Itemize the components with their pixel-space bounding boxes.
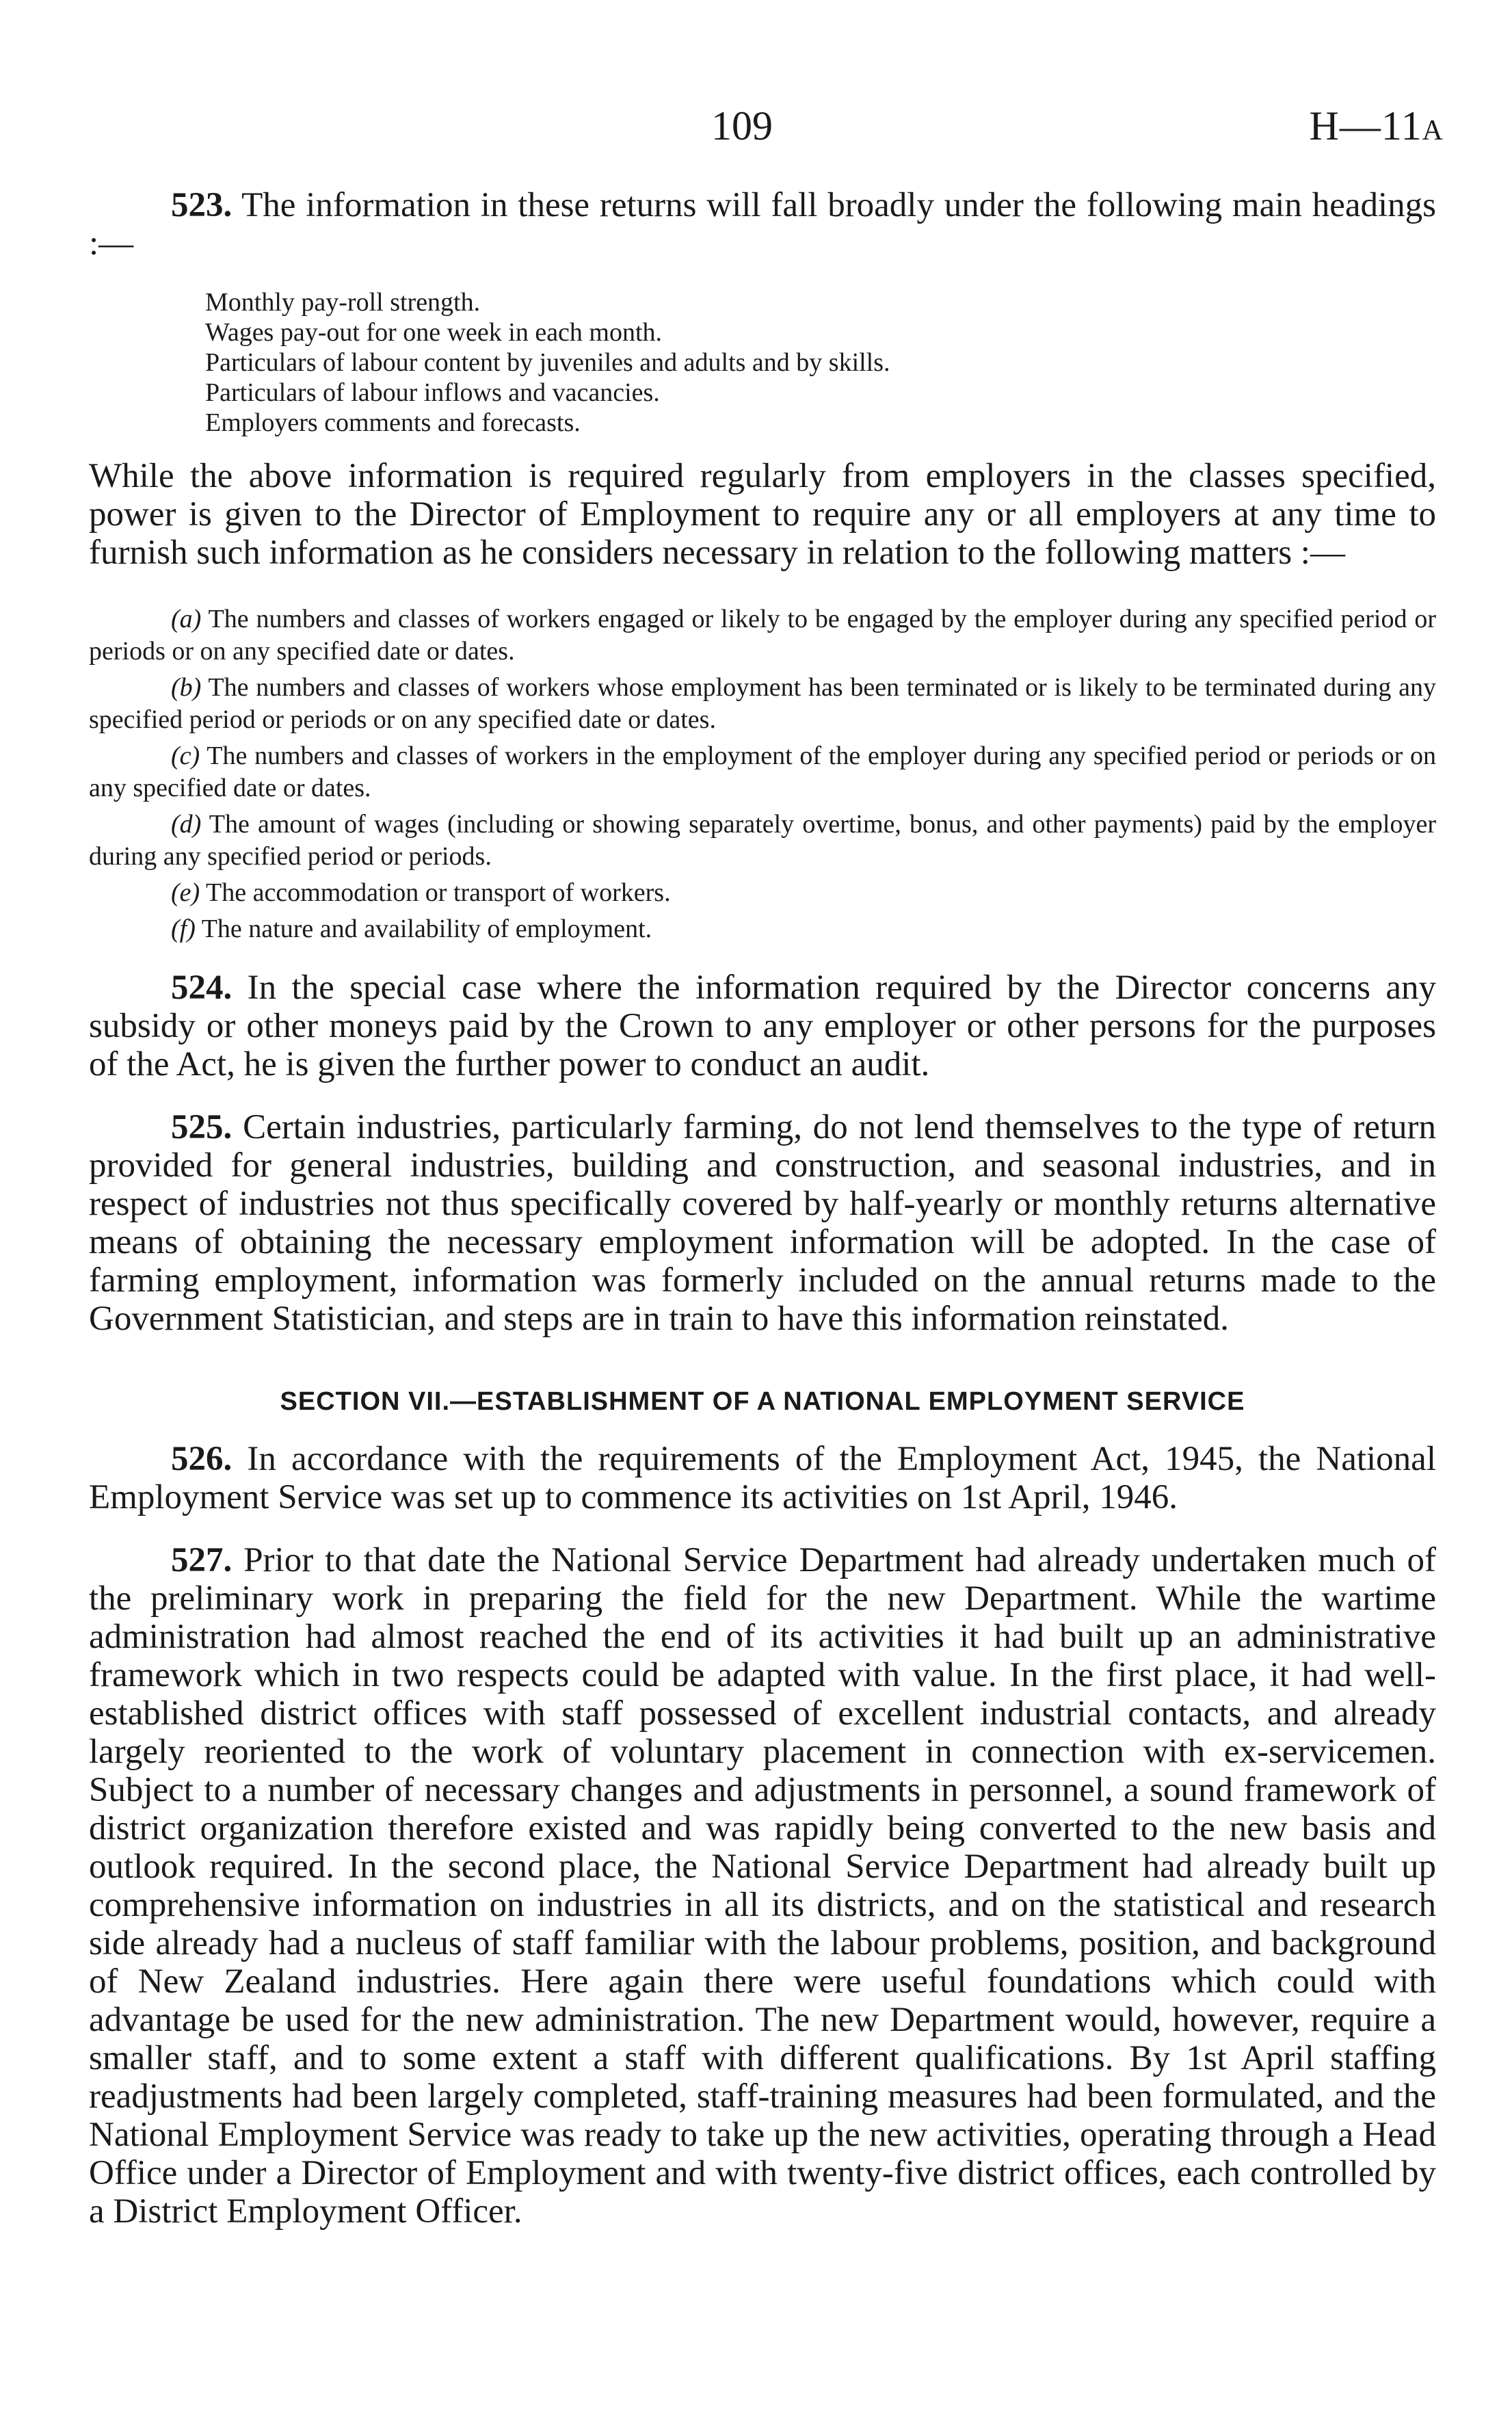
doc-ref-suffix: A [1422,115,1444,146]
paragraph-524 [89,969,1436,1083]
clause-d: (d) The amount of wages (including or showing separately overtime, bonus, and other payments) paid by the employer during any specified period or periods. [89,810,1436,871]
clauses-list [89,603,1436,945]
paragraph-number: 523. [171,186,233,224]
paragraph-text: Certain industries, particularly farming, do not lend themselves to the type of return provided for general industries, building and construction, and seasonal industries, and in respect of industries not thus specifically covered by half-yearly or monthly returns alternative means of obtaining the necessary employment information will be adopted. In the case of farming employment, information was formerly included on the annual returns made to the Government Statistician, and steps are in train to have this information reinstated. [89,1108,1436,1338]
paragraph-continuation: While the above information is required regularly from employers in the classes specified, power is given to the Director of Employment to require any or all employers at any time to furnish such information as he considers necessary in relation to the following matters :— [89,457,1436,572]
list-item: Monthly pay-roll strength. [205,288,481,317]
page-number: 109 [711,103,773,148]
paragraph-526 [89,1440,1436,1516]
paragraph-525 [89,1108,1436,1338]
headings-list [205,287,1436,438]
paragraph-text: In the special case where the information required by the Director concerns any subsidy or other moneys paid by the Crown to any employer or other persons for the purposes of the Act, he is given the further power to conduct an audit. [89,969,1437,1083]
paragraph-number: 527. [171,1541,233,1579]
page-body [89,186,1436,2255]
section-heading: SECTION VII.—ESTABLISHMENT OF A NATIONAL EMPLOYMENT SERVICE [280,1387,1245,1416]
paragraph-527 [89,1541,1436,2231]
paragraph-text: The information in these returns will fall broadly under the following main headings :— [89,186,1436,263]
document-reference [1310,103,1444,150]
paragraph-number: 526. [171,1440,233,1478]
clause-c: (c) The numbers and classes of workers in the employment of the employer during any specified period or periods or on any specified date or dates. [89,741,1436,802]
list-item: Particulars of labour content by juveniles and adults and by skills. [205,348,890,377]
clause-a: (a) The numbers and classes of workers engaged or likely to be engaged by the employer during any specified period or periods or on any specified date or dates. [89,605,1436,666]
list-item: Employers comments and forecasts. [205,408,581,437]
clause-b: (b) The numbers and classes of workers whose employment has been terminated or is likely to be terminated during any specified period or periods or on any specified date or dates. [89,673,1436,734]
paragraph-number: 524. [171,969,233,1007]
paragraph-text: In accordance with the requirements of the Employment Act, 1945, the National Employment Service was set up to commence its activities on 1st April, 1946. [89,1440,1436,1516]
paragraph-523 [89,186,1436,263]
clause-f: (f) The nature and availability of employment. [171,915,652,943]
clause-e: (e) The accommodation or transport of workers. [171,878,671,907]
doc-ref-main: H—11 [1309,103,1422,148]
list-item: Particulars of labour inflows and vacancies. [205,378,660,407]
paragraph-number: 525. [171,1108,233,1146]
page-header [0,103,1512,157]
paragraph-text: Prior to that date the National Service Department had already undertaken much of the preliminary work in preparing the field for the new Department. While the wartime administration had almost reached the end of its activities it had built up an administrative framework which in two respects could be adapted with value. In the first place, it had well-established district offices with staff possessed of excellent industrial contacts, and already largely reoriented to the work of voluntary placement in connection with ex-servicemen. Subject to a number of necessary changes and adjustments in personnel, a sound framework of district organization therefore existed and was rapidly being converted to the new basis and outlook required. In the second place, the National Service Department had already built up comprehensive information on industries in all its districts, and on the statistical and research side already had a nucleus of staff familiar with the labour problems, position, and background of New Zealand industries. Here again there were useful foundations which could with advantage be used for the new administration. The new Department would, however, require a smaller staff, and to some extent a staff with different qualifications. By 1st April staffing readjustments had been largely completed, staff-training measures had been formulated, and the National Employment Service was ready to take up the new activities, operating through a Head Office under a Director of Employment and with twenty-five district offices, each controlled by a District Employment Officer. [89,1541,1437,2231]
list-item: Wages pay-out for one week in each month. [205,318,663,347]
